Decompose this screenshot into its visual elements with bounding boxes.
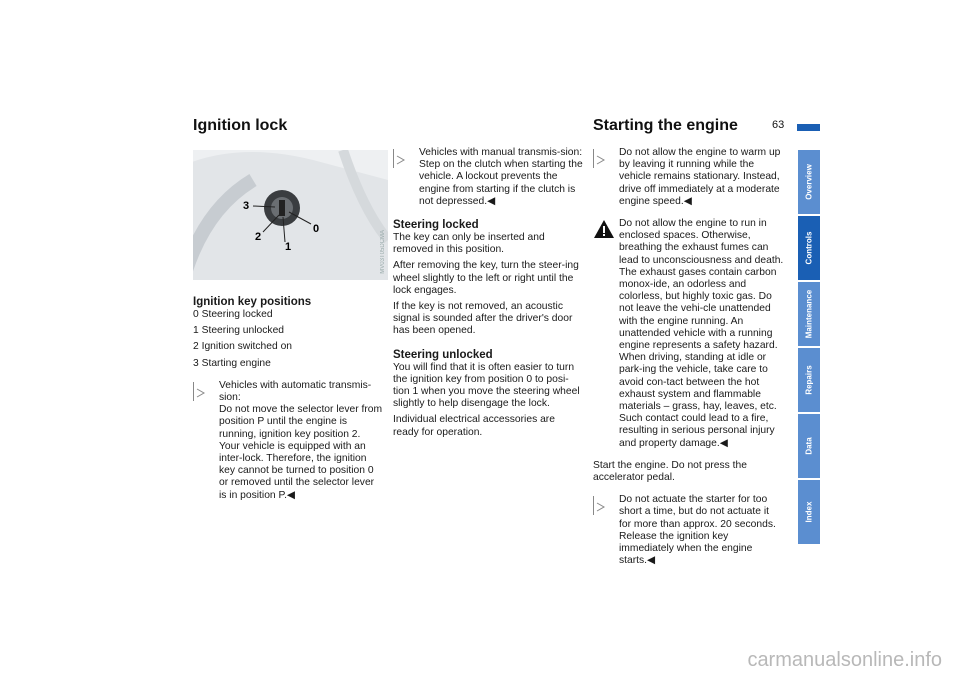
steering-locked-heading: Steering locked [393, 219, 479, 232]
start-engine-text: Start the engine. Do not press the accelerator pedal. [593, 459, 747, 484]
warm-note-first: Do not allow the engine to warm up by leaving it running while the [619, 147, 781, 171]
watermark: carmanualsonline.info [747, 649, 942, 671]
steering-locked-p1: The key can only be inserted and removed in this position. [393, 232, 545, 256]
automatic-note-first: Vehicles with automatic transmis-sion: [219, 379, 372, 404]
tab-controls-label: Controls [804, 231, 814, 265]
key-position-2: 2 Ignition switched on [193, 341, 293, 353]
exhaust-warning-note [593, 218, 785, 450]
steering-unlocked-p1: You will find that it is often easier to turn the ignition key from position 0 to posi-tion 1 when you move the steering wheel slightly to help disengage the lock. [393, 361, 580, 410]
page-marker-bar [797, 124, 820, 131]
tab-maintenance-label: Maintenance [804, 289, 814, 339]
starter-note-body: for more than approx. 20 seconds. Release the ignition key immediately when the engine starts.◀ [619, 518, 776, 567]
ignition-lock-illustration [193, 150, 388, 280]
manual-note-body: Step on the clutch when starting the vehicle. A lockout prevents the engine from starting if the clutch is not depressed.◀ [419, 159, 583, 207]
tab-overview[interactable] [798, 150, 820, 214]
illustration-code: MV03T05DCMA [380, 230, 386, 274]
starter-note-first: Do not actuate the starter for too short a time, but do not actuate it [619, 494, 769, 518]
page-number: 63 [772, 119, 785, 131]
key-position-3: 3 Starting engine [193, 357, 271, 369]
warning-triangle-icon [593, 218, 615, 240]
manual-note-first: Vehicles with manual transmis-sion: [419, 147, 583, 158]
tab-repairs-label: Repairs [804, 365, 814, 395]
automatic-note-body-2: Your vehicle is equipped with an inter-lock. Therefore, the ignition key cannot be turned to position 0 or removed until the selector lever is in position P.◀ [219, 440, 375, 501]
section-tabs [798, 150, 820, 546]
note-icon [593, 147, 615, 169]
callout-1: 1 [285, 241, 292, 253]
tab-index[interactable] [798, 480, 820, 544]
callout-2: 2 [255, 231, 262, 243]
ignition-lock-drawing [193, 150, 388, 280]
right-heading: Starting the engine [593, 117, 738, 134]
key-positions-heading: Ignition key positions [193, 296, 312, 308]
steering-locked-p2: After removing the key, turn the steer-ing wheel slightly to the left or right until the lock engages. [393, 260, 579, 296]
automatic-transmission-note [193, 380, 383, 502]
tab-index-label: Index [804, 501, 814, 523]
manual-transmission-note [393, 147, 583, 208]
column-1 [193, 295, 383, 502]
steering-unlocked-heading: Steering unlocked [393, 348, 493, 361]
column-3 [593, 147, 785, 568]
warning-note-first: Do not allow the engine to run in enclosed spaces. Otherwise, [619, 218, 767, 242]
automatic-note-body: Do not move the selector lever from position P until the engine is running, ignition key position 2. [219, 404, 383, 440]
warning-note-body: breathing the exhaust fumes can lead to unconsciousness and death. The exhaust gases contain carbon monox-ide, an odorless and colorless, but highly toxic gas. Do not leave the vehi-cle unattended with the engine running. An unattended vehicle with a running engine represents a safety hazard. When driving, standing at idle or park-ing the vehicle, take care to avoid con-tact between the hot exhaust system and flammable materials – grass, hay, leaves, etc. Such contact could lead to a fire, resulting in serious personal injury and property damage.◀ [619, 242, 784, 449]
steering-locked-p3: If the key is not removed, an acoustic signal is sounded after the driver's door has been opened. [393, 301, 573, 337]
note-icon [593, 494, 615, 516]
callout-3: 3 [243, 200, 250, 212]
note-icon [193, 380, 215, 402]
column-2 [393, 147, 583, 439]
tab-repairs[interactable] [798, 348, 820, 412]
tab-data-label: Data [804, 437, 814, 455]
tab-overview-label: Overview [804, 164, 814, 200]
starter-note [593, 494, 785, 567]
warm-note-body: vehicle remains stationary. Instead, drive off immediately at a moderate engine speed.◀ [619, 171, 780, 207]
note-icon [393, 147, 415, 169]
callout-0: 0 [313, 223, 320, 235]
key-position-0: 0 Steering locked [193, 309, 273, 320]
tab-controls[interactable] [798, 216, 820, 280]
key-position-1: 1 Steering unlocked [193, 325, 285, 337]
steering-unlocked-p2: Individual electrical accessories are ready for operation. [393, 414, 555, 438]
tab-data[interactable] [798, 414, 820, 478]
left-heading: Ignition lock [193, 117, 288, 134]
warm-up-note [593, 147, 785, 208]
tab-maintenance[interactable] [798, 282, 820, 346]
